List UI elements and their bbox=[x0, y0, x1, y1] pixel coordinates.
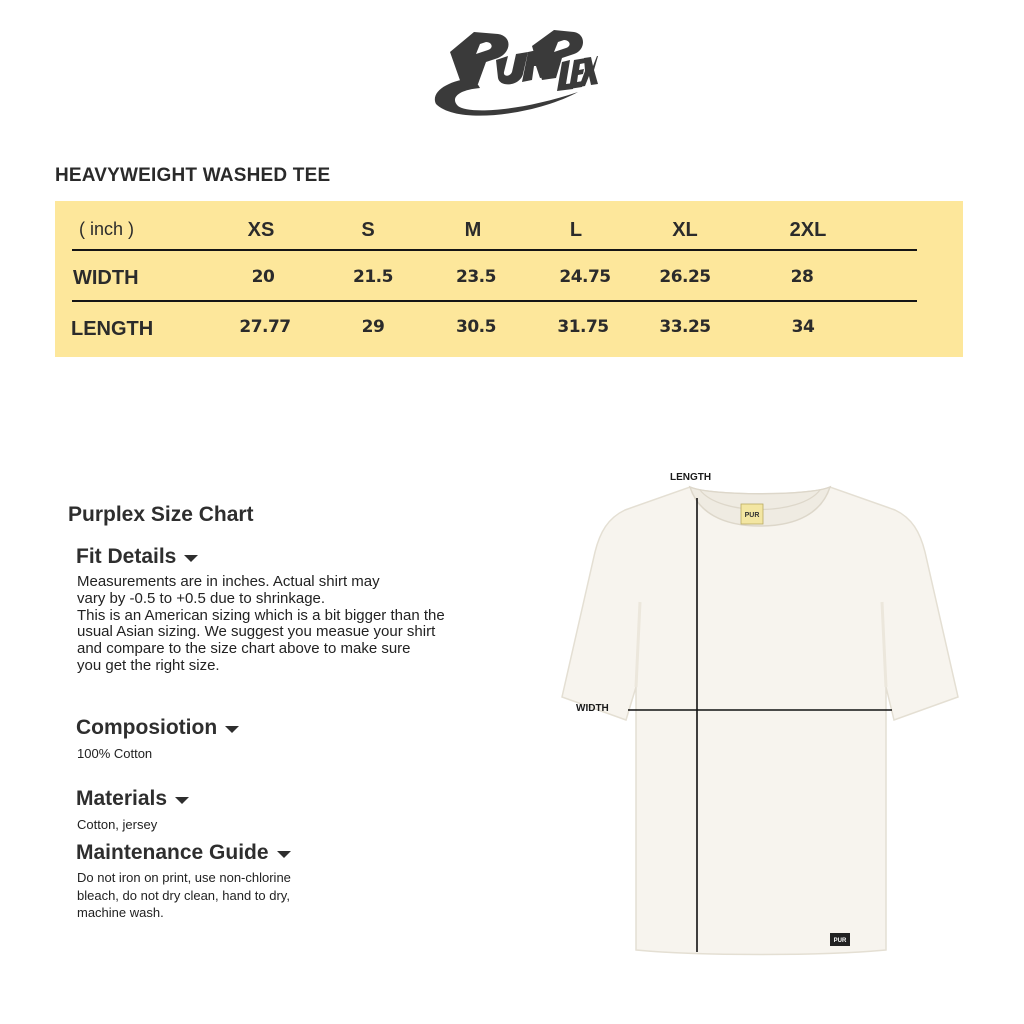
width-xs: 20 bbox=[251, 267, 275, 287]
size-header-2xl: 2XL bbox=[789, 219, 827, 241]
width-xl: 26.25 bbox=[659, 267, 711, 287]
size-header-xs: XS bbox=[247, 219, 275, 241]
size-table bbox=[55, 201, 963, 357]
neck-label-logo: PUR bbox=[744, 512, 760, 519]
chevron-down-icon bbox=[277, 851, 291, 858]
length-xs: 27.77 bbox=[239, 317, 291, 337]
composition-heading: Composiotion bbox=[76, 716, 218, 739]
materials-text: Cotton, jersey bbox=[77, 817, 158, 832]
length-2xl: 34 bbox=[791, 317, 815, 337]
chevron-down-icon bbox=[175, 797, 189, 804]
product-title: HEAVYWEIGHT WASHED TEE bbox=[55, 165, 331, 186]
materials-toggle[interactable] bbox=[76, 787, 189, 811]
shirt-diagram bbox=[560, 482, 960, 962]
brand-logo bbox=[428, 22, 598, 124]
fit-details-text: Measurements are in inches. Actual shirt may vary by -0.5 to +0.5 due to shrinkage. This is an American sizing which is a bit bigger than the usual Asian sizing. We suggest you measue your shirt and compare to the size chart above to make sure you get the right size. bbox=[77, 573, 445, 674]
width-2xl: 28 bbox=[790, 267, 814, 287]
t-shirt-icon bbox=[562, 487, 958, 955]
row-label-length: LENGTH bbox=[71, 318, 154, 340]
chevron-down-icon bbox=[184, 555, 198, 562]
length-label: LENGTH bbox=[670, 472, 712, 483]
size-header-m: M bbox=[464, 219, 482, 241]
length-m: 30.5 bbox=[456, 317, 496, 337]
length-s: 29 bbox=[361, 317, 385, 337]
composition-toggle[interactable] bbox=[76, 716, 239, 740]
composition-text: 100% Cotton bbox=[77, 746, 153, 761]
maintenance-heading: Maintenance Guide bbox=[76, 841, 269, 864]
width-s: 21.5 bbox=[353, 267, 393, 287]
maintenance-toggle[interactable] bbox=[76, 841, 291, 865]
width-l: 24.75 bbox=[559, 267, 611, 287]
table-divider bbox=[72, 300, 917, 302]
chart-title: Purplex Size Chart bbox=[68, 503, 254, 526]
hem-tag-logo: PUR bbox=[833, 938, 847, 944]
fit-details-heading: Fit Details bbox=[76, 545, 177, 568]
table-divider bbox=[72, 249, 917, 251]
unit-label: ( inch ) bbox=[79, 219, 135, 239]
size-header-xl: XL bbox=[672, 219, 698, 241]
materials-heading: Materials bbox=[76, 787, 168, 810]
maintenance-text: Do not iron on print, use non-chlorine bleach, do not dry clean, hand to dry, machine wash. bbox=[77, 870, 291, 920]
row-label-width: WIDTH bbox=[73, 267, 139, 289]
fit-details-toggle[interactable] bbox=[76, 545, 198, 569]
size-header-l: L bbox=[569, 219, 583, 241]
length-xl: 33.25 bbox=[659, 317, 711, 337]
length-l: 31.75 bbox=[557, 317, 609, 337]
size-header-s: S bbox=[361, 219, 375, 241]
width-label: WIDTH bbox=[576, 703, 609, 714]
chevron-down-icon bbox=[225, 726, 239, 733]
width-m: 23.5 bbox=[456, 267, 496, 287]
